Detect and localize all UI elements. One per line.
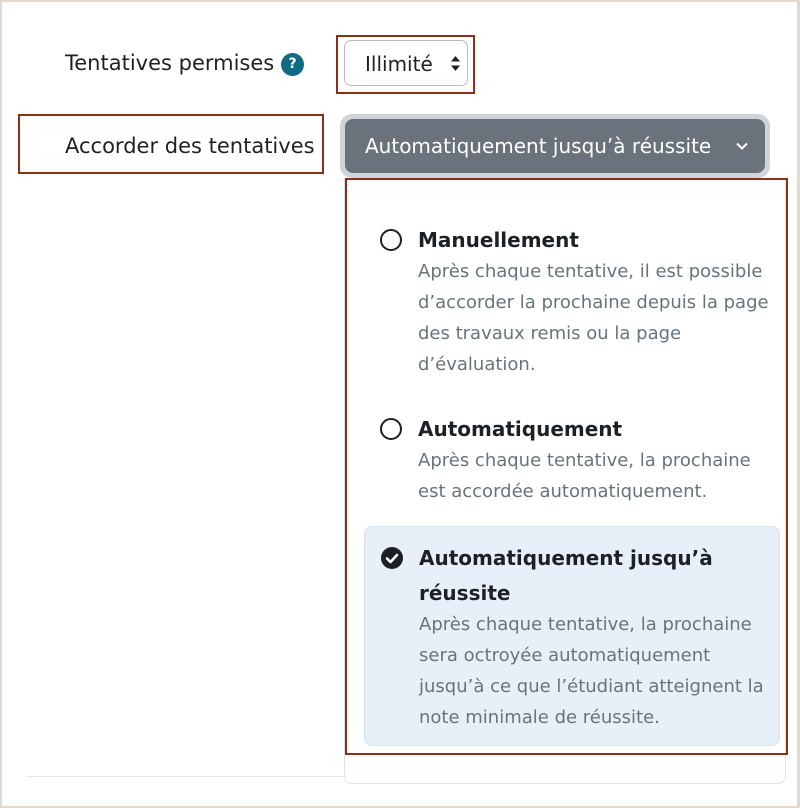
option-title: Automatiquement — [418, 417, 623, 441]
option-desc-line: jusqu’à ce que l’étudiant atteignent la — [419, 676, 764, 697]
chevron-down-icon — [735, 141, 749, 151]
grant-attempts-label: Accorder des tentatives — [65, 134, 315, 158]
option-title: Automatiquement jusqu’à — [419, 546, 713, 570]
help-icon[interactable]: ? — [281, 53, 304, 76]
option-desc-line: sera octroyée automatiquement — [419, 645, 711, 666]
option-title: Manuellement — [418, 228, 579, 252]
option-desc-line: Après chaque tentative, la prochaine — [419, 614, 752, 635]
option-desc-line: Après chaque tentative, il est possible — [418, 261, 763, 282]
grant-attempts-dropdown[interactable] — [340, 114, 770, 178]
option-desc-line: note minimale de réussite. — [419, 707, 660, 728]
grant-attempts-selected: Automatiquement jusqu’à réussite — [365, 134, 712, 158]
attempts-allowed-value: Illimité — [365, 52, 433, 76]
option-desc-line: est accordée automatiquement. — [418, 481, 708, 502]
divider — [26, 776, 346, 777]
option-title: réussite — [419, 581, 511, 605]
highlight-dropdown-menu — [345, 178, 788, 755]
highlight-attempts-select — [336, 35, 475, 94]
option-desc-line: d’accorder la prochaine depuis la page — [418, 292, 769, 313]
option-desc-line: d’évaluation. — [418, 354, 536, 375]
option-desc-line: des travaux remis ou la page — [418, 323, 682, 344]
attempts-allowed-label: Tentatives permises — [65, 51, 275, 75]
highlight-grant-label — [18, 114, 324, 174]
option-desc-line: Après chaque tentative, la prochaine — [418, 450, 751, 471]
